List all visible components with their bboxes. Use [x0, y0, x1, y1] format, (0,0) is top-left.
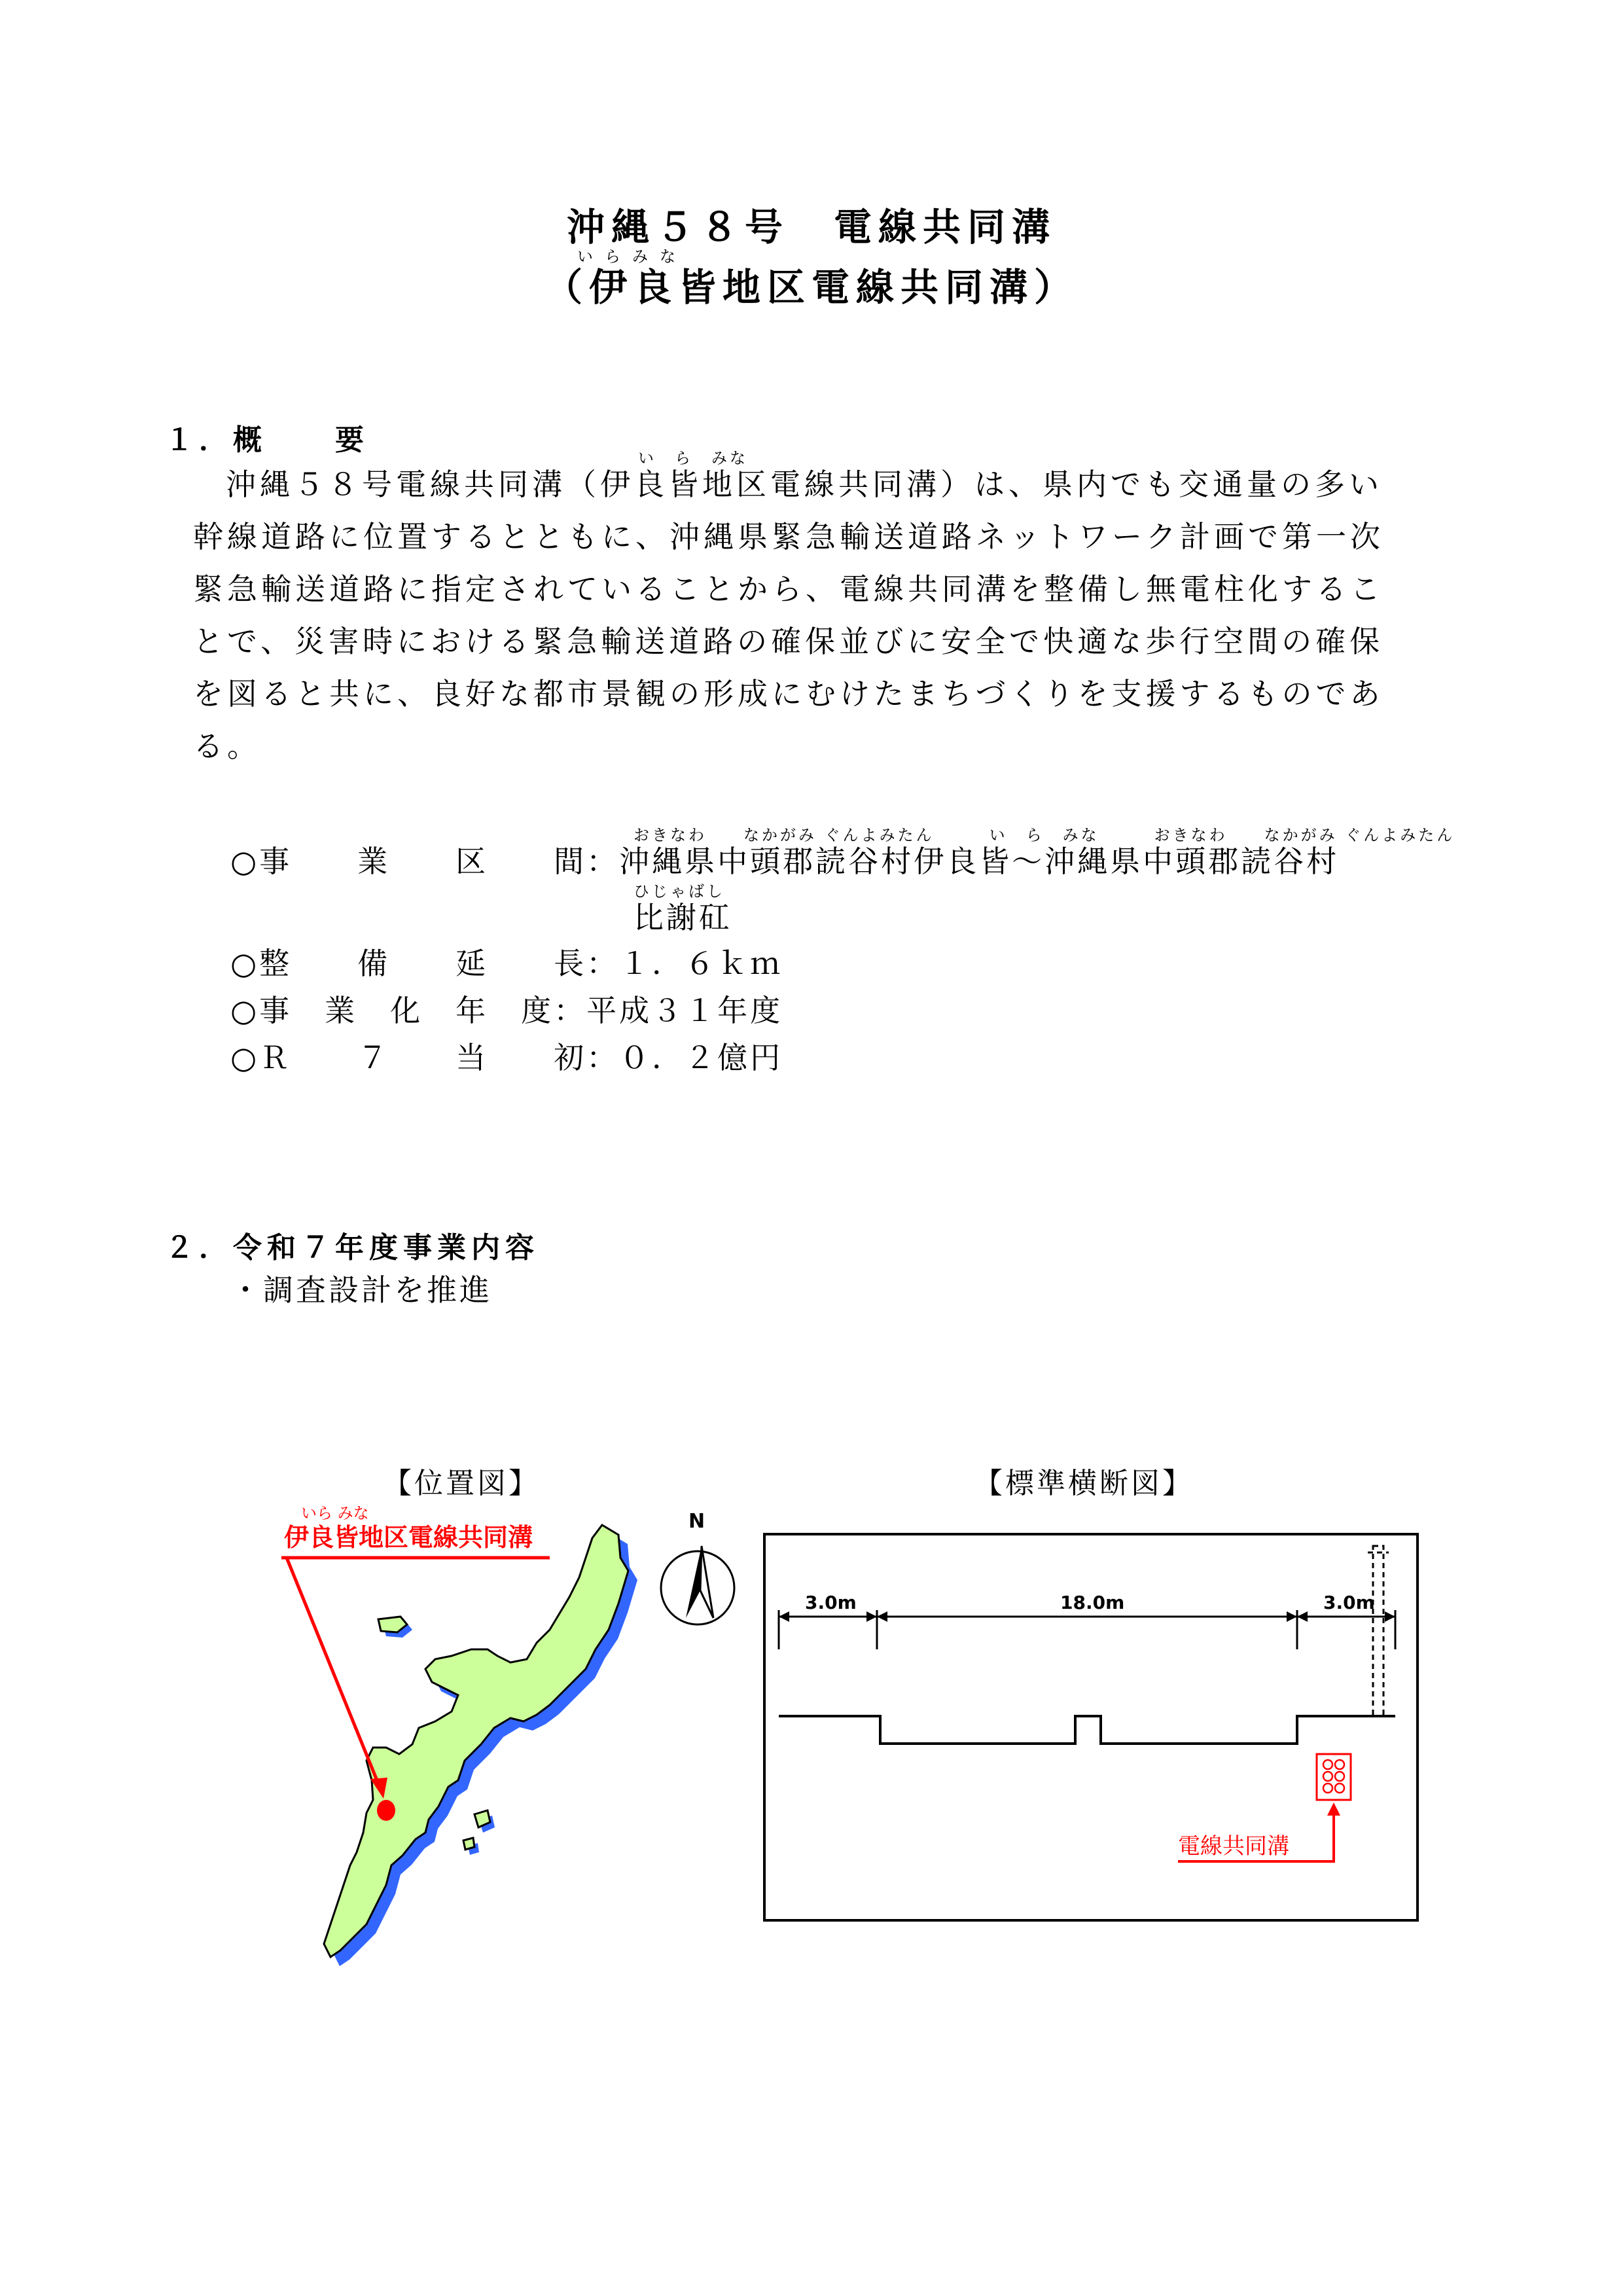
section2-item: ・調査設計を推進 — [230, 1272, 492, 1308]
map-label-ruby: いら みな — [301, 1504, 369, 1522]
page-title: 沖縄５８号 電線共同溝 — [566, 205, 1056, 249]
section1-heading: １．概 要 — [165, 423, 369, 457]
cross-section-title: 【標準横断図】 — [974, 1467, 1194, 1500]
detail-label: ○Ｒ ７ 当 初： — [230, 1040, 620, 1075]
detail-value: ０．２億円 — [619, 1040, 783, 1075]
detail-row-year — [230, 987, 783, 1030]
page-subtitle: （伊良皆地区電線共同溝） — [544, 265, 1079, 310]
paragraph-line: 沖縄５８号電線共同溝（伊良皆地区電線共同溝）は、県内でも交通量の多い — [226, 467, 1383, 502]
small-island — [463, 1838, 474, 1850]
detail-row-section-cont: 比謝矼 — [633, 900, 732, 935]
detail-value: 平成３１年度 — [586, 993, 783, 1028]
paragraph-line: 幹線道路に位置するとともに、沖縄県緊急輸送道路ネットワーク計画で第一次 — [193, 519, 1384, 554]
detail-value: 沖縄県中頭郡読谷村伊良皆～沖縄県中頭郡読谷村 — [619, 844, 1340, 879]
detail-label: ○事 業 化 年 度： — [230, 993, 587, 1028]
location-pointer — [287, 1558, 380, 1787]
detail-row-section — [230, 838, 1339, 881]
paragraph-line: とで、災害時における緊急輸送道路の確保並びに安全で快適な歩行空間の確保 — [193, 624, 1384, 659]
details-ruby-1: おきなわ なかがみ ぐんよみたん い ら みな おきなわ なかがみ ぐんよみたん — [633, 826, 1455, 844]
dim-sidewalk-left: 3.0m — [805, 1592, 857, 1613]
location-marker — [377, 1800, 395, 1821]
dim-sidewalk-right: 3.0m — [1323, 1592, 1375, 1613]
paragraph-line: 緊急輸送道路に指定されていることから、電線共同溝を整備し無電柱化するこ — [193, 571, 1384, 607]
compass-needle-light — [700, 1546, 713, 1618]
detail-row-budget — [230, 1034, 783, 1077]
detail-label: ○整 備 延 長： — [230, 946, 620, 981]
dim-roadway: 18.0m — [1060, 1592, 1125, 1613]
okinawa-island — [324, 1525, 628, 1957]
north-label: N — [688, 1510, 705, 1533]
detail-row-length — [230, 940, 783, 983]
section2-heading: ２．令和７年度事業内容 — [165, 1231, 539, 1265]
section1-ruby: い ら みな — [638, 449, 748, 467]
map-label: 伊良皆地区電線共同溝 — [284, 1523, 533, 1552]
section1-paragraph — [193, 458, 1489, 772]
detail-value: １．６ｋｍ — [619, 946, 783, 981]
details-ruby-2: ひじゃばし — [633, 882, 725, 901]
detail-label: ○事 業 区 間： — [230, 844, 620, 879]
compass-needle-dark — [686, 1546, 702, 1618]
cross-section-figure — [759, 1505, 1446, 1937]
paragraph-line: を図ると共に、良好な都市景観の形成にむけたまちづくりを支援するものであ — [193, 676, 1384, 711]
location-map-title: 【位置図】 — [383, 1467, 540, 1500]
duct-box — [1317, 1754, 1351, 1800]
north-compass — [648, 1505, 746, 1636]
title-ruby: いらみな — [577, 247, 687, 266]
paragraph-line: る。 — [193, 728, 261, 764]
duct-label: 電線共同溝 — [1178, 1833, 1289, 1859]
